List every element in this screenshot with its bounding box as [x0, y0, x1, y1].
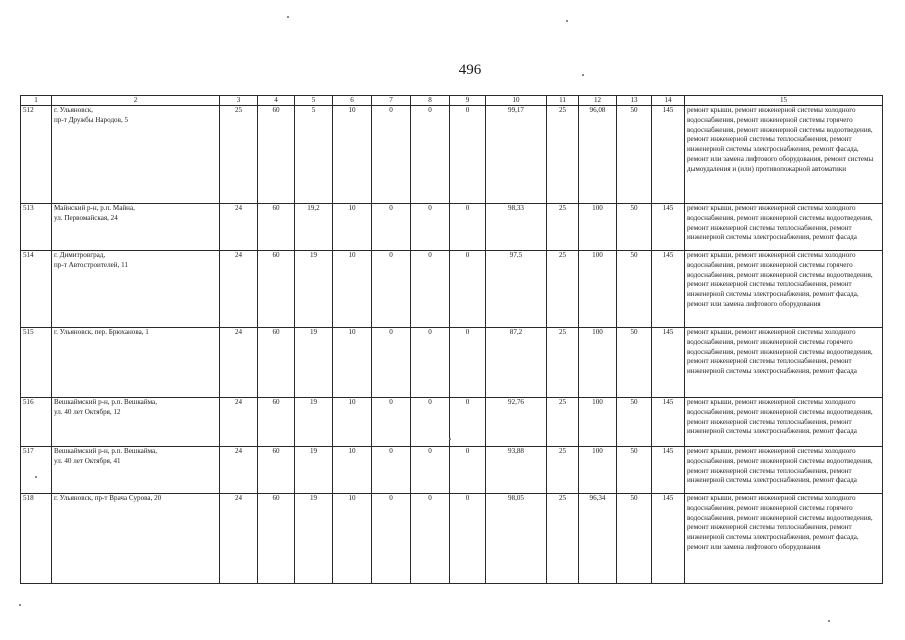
- repair-works-cell: ремонт крыши, ремонт инженерной системы холодного водоснабжения, ремонт инженерной системы водоотведения, ремонт инженерной системы теплоснабжения, ремонт инженерной системы электроснабжения, ремонт фасада: [685, 447, 883, 494]
- value-cell-c5: 19,2: [295, 204, 333, 251]
- value-cell-c8: 0: [411, 328, 450, 398]
- value-cell-c4: 60: [258, 328, 295, 398]
- value-cell-c10: 92,76: [486, 398, 547, 447]
- value-cell-c14: 145: [652, 494, 685, 584]
- value-cell-c5: 19: [295, 328, 333, 398]
- row-number-cell: 518: [21, 494, 52, 584]
- value-cell-c3: 24: [220, 251, 258, 328]
- value-cell-c3: 25: [220, 106, 258, 204]
- value-cell-c12: 100: [579, 398, 617, 447]
- value-cell-c9: 0: [450, 204, 486, 251]
- value-cell-c6: 10: [333, 398, 372, 447]
- value-cell-c7: 0: [372, 447, 411, 494]
- table-row: [21, 251, 883, 328]
- value-cell-c12: 100: [579, 251, 617, 328]
- table-row: [21, 328, 883, 398]
- value-cell-c11: 25: [547, 106, 579, 204]
- value-cell-c11: 25: [547, 251, 579, 328]
- header-cell: 6: [333, 96, 372, 106]
- address-cell: Майнский р-н, р.п. Майна, ул. Первомайская, 24: [52, 204, 220, 251]
- row-number-cell: 513: [21, 204, 52, 251]
- value-cell-c10: 99,17: [486, 106, 547, 204]
- header-cell: 5: [295, 96, 333, 106]
- value-cell-c5: 19: [295, 398, 333, 447]
- scan-speck: [19, 604, 21, 606]
- value-cell-c7: 0: [372, 494, 411, 584]
- value-cell-c4: 60: [258, 204, 295, 251]
- header-cell: 14: [652, 96, 685, 106]
- header-cell: 11: [547, 96, 579, 106]
- value-cell-c6: 10: [333, 204, 372, 251]
- value-cell-c11: 25: [547, 204, 579, 251]
- value-cell-c13: 50: [617, 251, 652, 328]
- value-cell-c9: 0: [450, 447, 486, 494]
- value-cell-c8: 0: [411, 251, 450, 328]
- repair-works-cell: ремонт крыши, ремонт инженерной системы холодного водоснабжения, ремонт инженерной системы горячего водоснабжения, ремонт инженерной системы водоотведения, ремонт инженерной системы теплоснабжения, ремонт инженерной системы электроснабжения, ремонт фасада, ремонт или замена лифтового оборудования: [685, 251, 883, 328]
- value-cell-c11: 25: [547, 328, 579, 398]
- value-cell-c4: 60: [258, 494, 295, 584]
- value-cell-c14: 145: [652, 106, 685, 204]
- value-cell-c3: 24: [220, 494, 258, 584]
- scan-speck: [828, 620, 830, 622]
- value-cell-c10: 97,5: [486, 251, 547, 328]
- row-number-cell: 517: [21, 447, 52, 494]
- value-cell-c4: 60: [258, 447, 295, 494]
- scan-speck: [566, 20, 568, 22]
- value-cell-c3: 24: [220, 328, 258, 398]
- value-cell-c5: 19: [295, 251, 333, 328]
- repair-works-cell: ремонт крыши, ремонт инженерной системы холодного водоснабжения, ремонт инженерной системы горячего водоснабжения, ремонт инженерной системы водоотведения, ремонт инженерной системы теплоснабжения, ремонт инженерной системы электроснабжения, ремонт фасада, ремонт или замена лифтового оборудования: [685, 494, 883, 584]
- header-cell: 15: [685, 96, 883, 106]
- repair-works-cell: ремонт крыши, ремонт инженерной системы холодного водоснабжения, ремонт инженерной системы горячего водоснабжения, ремонт инженерной системы водоотведения, ремонт инженерной системы теплоснабжения, ремонт инженерной системы электроснабжения, ремонт фасада, ремонт или замена лифтового оборудования, ремонт системы дымоудаления и (или) противопожарной автоматики: [685, 106, 883, 204]
- row-number-cell: 515: [21, 328, 52, 398]
- value-cell-c7: 0: [372, 328, 411, 398]
- value-cell-c10: 87,2: [486, 328, 547, 398]
- repair-works-cell: ремонт крыши, ремонт инженерной системы холодного водоснабжения, ремонт инженерной системы водоотведения, ремонт инженерной системы теплоснабжения, ремонт инженерной системы электроснабжения, ремонт фасада: [685, 398, 883, 447]
- table-row: [21, 106, 883, 204]
- header-cell: 13: [617, 96, 652, 106]
- value-cell-c12: 96,34: [579, 494, 617, 584]
- value-cell-c9: 0: [450, 398, 486, 447]
- value-cell-c11: 25: [547, 494, 579, 584]
- value-cell-c5: 5: [295, 106, 333, 204]
- value-cell-c3: 24: [220, 204, 258, 251]
- header-cell: 7: [372, 96, 411, 106]
- table-row: [21, 494, 883, 584]
- value-cell-c12: 100: [579, 447, 617, 494]
- value-cell-c4: 60: [258, 398, 295, 447]
- value-cell-c13: 50: [617, 204, 652, 251]
- value-cell-c7: 0: [372, 251, 411, 328]
- header-cell: 12: [579, 96, 617, 106]
- value-cell-c8: 0: [411, 398, 450, 447]
- address-cell: Вешкаймский р-н, р.п. Вешкайма, ул. 40 лет Октября, 12: [52, 398, 220, 447]
- value-cell-c14: 145: [652, 447, 685, 494]
- value-cell-c12: 100: [579, 328, 617, 398]
- value-cell-c9: 0: [450, 494, 486, 584]
- table-row: [21, 204, 883, 251]
- value-cell-c6: 10: [333, 494, 372, 584]
- scan-speck: [582, 74, 584, 76]
- value-cell-c9: 0: [450, 251, 486, 328]
- page-number: 496: [458, 62, 482, 78]
- scan-speck: [287, 16, 289, 18]
- header-cell: 8: [411, 96, 450, 106]
- value-cell-c13: 50: [617, 106, 652, 204]
- repair-works-cell: ремонт крыши, ремонт инженерной системы холодного водоснабжения, ремонт инженерной системы горячего водоснабжения, ремонт инженерной системы водоотведения, ремонт инженерной системы теплоснабжения, ремонт инженерной системы электроснабжения, ремонт фасада: [685, 328, 883, 398]
- repair-works-cell: ремонт крыши, ремонт инженерной системы холодного водоснабжения, ремонт инженерной системы водоотведения, ремонт инженерной системы теплоснабжения, ремонт инженерной системы электроснабжения, ремонт фасада: [685, 204, 883, 251]
- address-cell: г. Димитровград, пр-т Автостроителей, 11: [52, 251, 220, 328]
- table-body: [21, 106, 883, 584]
- value-cell-c5: 19: [295, 447, 333, 494]
- scan-speck: [449, 438, 451, 440]
- value-cell-c8: 0: [411, 204, 450, 251]
- value-cell-c7: 0: [372, 204, 411, 251]
- register-table: [20, 95, 883, 584]
- value-cell-c6: 10: [333, 447, 372, 494]
- header-cell: 3: [220, 96, 258, 106]
- header-cell: 4: [258, 96, 295, 106]
- address-cell: Вешкаймский р-н, р.п. Вешкайма, ул. 40 лет Октября, 41: [52, 447, 220, 494]
- value-cell-c3: 24: [220, 398, 258, 447]
- value-cell-c6: 10: [333, 106, 372, 204]
- value-cell-c8: 0: [411, 494, 450, 584]
- value-cell-c14: 145: [652, 204, 685, 251]
- scan-speck: [35, 476, 37, 478]
- address-cell: г. Ульяновск, пр-т Дружбы Народов, 5: [52, 106, 220, 204]
- value-cell-c14: 145: [652, 398, 685, 447]
- value-cell-c13: 50: [617, 447, 652, 494]
- value-cell-c12: 100: [579, 204, 617, 251]
- header-cell: 9: [450, 96, 486, 106]
- value-cell-c13: 50: [617, 398, 652, 447]
- value-cell-c8: 0: [411, 106, 450, 204]
- value-cell-c3: 24: [220, 447, 258, 494]
- value-cell-c6: 10: [333, 328, 372, 398]
- value-cell-c5: 19: [295, 494, 333, 584]
- table-row: [21, 447, 883, 494]
- value-cell-c9: 0: [450, 106, 486, 204]
- value-cell-c12: 96,08: [579, 106, 617, 204]
- value-cell-c9: 0: [450, 328, 486, 398]
- value-cell-c11: 25: [547, 398, 579, 447]
- header-cell: 10: [486, 96, 547, 106]
- row-number-cell: 516: [21, 398, 52, 447]
- value-cell-c10: 98,05: [486, 494, 547, 584]
- row-number-cell: 512: [21, 106, 52, 204]
- header-row: [21, 96, 883, 106]
- value-cell-c7: 0: [372, 106, 411, 204]
- value-cell-c13: 50: [617, 328, 652, 398]
- value-cell-c6: 10: [333, 251, 372, 328]
- table-row: [21, 398, 883, 447]
- address-cell: г. Ульяновск, пер. Брюханова, 1: [52, 328, 220, 398]
- value-cell-c4: 60: [258, 106, 295, 204]
- value-cell-c14: 145: [652, 328, 685, 398]
- address-cell: г. Ульяновск, пр-т Врача Сурова, 20: [52, 494, 220, 584]
- header-cell: 1: [21, 96, 52, 106]
- value-cell-c4: 60: [258, 251, 295, 328]
- value-cell-c10: 93,88: [486, 447, 547, 494]
- value-cell-c13: 50: [617, 494, 652, 584]
- header-cell: 2: [52, 96, 220, 106]
- value-cell-c14: 145: [652, 251, 685, 328]
- value-cell-c11: 25: [547, 447, 579, 494]
- value-cell-c10: 98,33: [486, 204, 547, 251]
- row-number-cell: 514: [21, 251, 52, 328]
- value-cell-c7: 0: [372, 398, 411, 447]
- value-cell-c8: 0: [411, 447, 450, 494]
